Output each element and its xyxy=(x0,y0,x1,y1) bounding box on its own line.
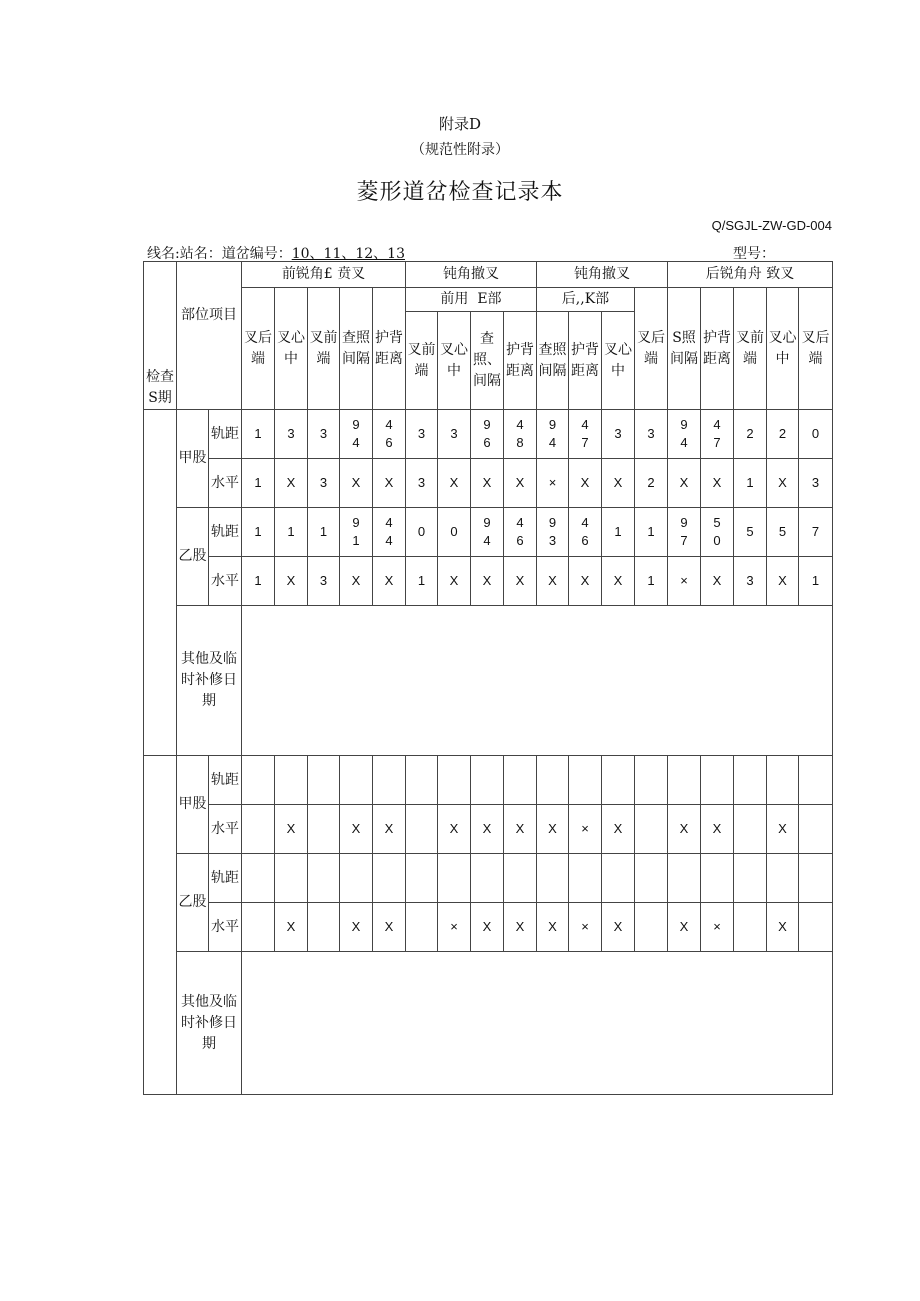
col-header-6: 叉前端 xyxy=(406,312,438,410)
measurement-cell xyxy=(569,756,602,805)
measurement-cell: 9 4 xyxy=(668,410,701,459)
col-header-4: 查照间隔 xyxy=(340,288,373,410)
group-front-acute xyxy=(242,262,406,288)
col-header-10: 查照间隔 xyxy=(537,312,569,410)
measurement-cell: 1 xyxy=(799,557,833,606)
group-rear-acute xyxy=(668,262,833,288)
measurement-cell xyxy=(504,756,537,805)
measurement-cell xyxy=(602,756,635,805)
measurement-cell: X xyxy=(537,903,569,952)
item-label: 轨距 xyxy=(209,854,242,903)
measurement-cell: 0 xyxy=(406,508,438,557)
measurement-cell: 9 4 xyxy=(537,410,569,459)
subgroup-obtuse-front xyxy=(406,288,537,312)
measurement-cell: X xyxy=(471,557,504,606)
measurement-cell xyxy=(734,805,767,854)
col-header-12: 叉心中 xyxy=(602,312,635,410)
measurement-cell: 4 6 xyxy=(569,508,602,557)
measurement-cell: 3 xyxy=(308,459,340,508)
measurement-cell xyxy=(734,854,767,903)
part-item-header xyxy=(177,262,242,410)
col-header-5: 护背距离 xyxy=(373,288,406,410)
measurement-cell: X xyxy=(668,459,701,508)
measurement-cell: 1 xyxy=(242,459,275,508)
measurement-cell: 0 xyxy=(799,410,833,459)
measurement-cell: X xyxy=(767,459,799,508)
measurement-cell: X xyxy=(602,459,635,508)
side-label: 甲股 xyxy=(177,756,209,854)
date-cell xyxy=(144,756,177,1095)
col-header-17: 叉心中 xyxy=(767,288,799,410)
measurement-cell: × xyxy=(701,903,734,952)
line-station-text: 线名:站名：道岔编号： xyxy=(147,246,292,262)
measurement-cell: 1 xyxy=(734,459,767,508)
side-label: 甲股 xyxy=(177,410,209,508)
other-repair-label: 其他及临时补修日期 xyxy=(177,952,242,1095)
col-header-2: 叉心中 xyxy=(275,288,308,410)
measurement-cell xyxy=(340,854,373,903)
measurement-cell: × xyxy=(537,459,569,508)
measurement-cell: X xyxy=(701,459,734,508)
switch-numbers: 10、11、12、13 xyxy=(291,246,405,262)
measurement-cell xyxy=(635,805,668,854)
group-front-acute-b: 贲叉 xyxy=(337,266,366,282)
subgroup-obtuse-rear-b: K部 xyxy=(584,291,610,307)
measurement-cell xyxy=(373,756,406,805)
measurement-cell: 7 xyxy=(799,508,833,557)
measurement-cell: 3 xyxy=(799,459,833,508)
measurement-cell: X xyxy=(504,805,537,854)
measurement-cell: X xyxy=(569,459,602,508)
measurement-cell: 1 xyxy=(242,508,275,557)
measurement-cell: 9 1 xyxy=(340,508,373,557)
measurement-cell xyxy=(242,903,275,952)
measurement-cell xyxy=(799,756,833,805)
measurement-cell: X xyxy=(438,805,471,854)
measurement-cell xyxy=(799,805,833,854)
measurement-cell xyxy=(701,756,734,805)
measurement-cell: X xyxy=(701,557,734,606)
measurement-cell: 1 xyxy=(635,557,668,606)
measurement-cell xyxy=(635,903,668,952)
measurement-cell: X xyxy=(668,903,701,952)
measurement-cell: 5 0 xyxy=(701,508,734,557)
measurement-cell: 3 xyxy=(602,410,635,459)
measurement-cell: 4 6 xyxy=(373,410,406,459)
appendix-type: （规范性附录） xyxy=(411,142,509,158)
measurement-cell xyxy=(504,854,537,903)
group-obtuse-rear: 钝角撤叉 xyxy=(537,262,668,288)
measurement-cell: 4 6 xyxy=(504,508,537,557)
measurement-cell: × xyxy=(438,903,471,952)
measurement-cell xyxy=(438,756,471,805)
measurement-cell: 3 xyxy=(406,410,438,459)
check-date-label: 检查S期 xyxy=(146,369,174,406)
measurement-cell: X xyxy=(471,903,504,952)
measurement-cell: X xyxy=(373,805,406,854)
measurement-cell: 2 xyxy=(767,410,799,459)
date-cell xyxy=(144,410,177,756)
col-header-18: 叉后端 xyxy=(799,288,833,410)
measurement-cell xyxy=(438,854,471,903)
subgroup-obtuse-front-a: 前用 xyxy=(440,291,469,307)
measurement-cell: X xyxy=(569,557,602,606)
measurement-cell: 4 7 xyxy=(569,410,602,459)
measurement-cell: X xyxy=(602,805,635,854)
measurement-cell: 9 4 xyxy=(471,508,504,557)
measurement-cell: X xyxy=(471,459,504,508)
measurement-cell: 3 xyxy=(438,410,471,459)
measurement-cell: 1 xyxy=(242,410,275,459)
measurement-cell xyxy=(635,756,668,805)
measurement-cell: 2 xyxy=(734,410,767,459)
measurement-cell xyxy=(406,805,438,854)
measurement-cell: X xyxy=(275,557,308,606)
measurement-cell xyxy=(308,854,340,903)
measurement-cell: 5 xyxy=(734,508,767,557)
measurement-cell: 5 xyxy=(767,508,799,557)
measurement-cell: X xyxy=(767,805,799,854)
measurement-cell xyxy=(275,854,308,903)
measurement-cell: X xyxy=(275,805,308,854)
measurement-cell: X xyxy=(668,805,701,854)
col-header-13: 叉后端 xyxy=(635,288,668,410)
measurement-cell: 2 xyxy=(635,459,668,508)
measurement-cell xyxy=(734,903,767,952)
measurement-cell xyxy=(308,756,340,805)
col-header-14: S照间隔 xyxy=(668,288,701,410)
measurement-cell: X xyxy=(471,805,504,854)
measurement-cell: X xyxy=(340,903,373,952)
measurement-cell: 3 xyxy=(734,557,767,606)
measurement-cell: X xyxy=(537,805,569,854)
measurement-cell: 1 xyxy=(602,508,635,557)
item-label: 水平 xyxy=(209,459,242,508)
measurement-cell xyxy=(668,854,701,903)
measurement-cell: X xyxy=(504,557,537,606)
other-repair-label: 其他及临时补修日期 xyxy=(177,606,242,756)
measurement-cell: × xyxy=(569,805,602,854)
measurement-cell: 1 xyxy=(275,508,308,557)
measurement-cell: 4 7 xyxy=(701,410,734,459)
measurement-cell: 1 xyxy=(308,508,340,557)
measurement-cell: X xyxy=(438,557,471,606)
col-header-1: 叉后端 xyxy=(242,288,275,410)
inspection-table xyxy=(143,261,833,1095)
measurement-cell: X xyxy=(438,459,471,508)
measurement-cell: 0 xyxy=(438,508,471,557)
group-obtuse-front: 钝角撤叉 xyxy=(406,262,537,288)
measurement-cell xyxy=(602,854,635,903)
measurement-cell: × xyxy=(668,557,701,606)
col-header-3: 叉前端 xyxy=(308,288,340,410)
measurement-cell: 3 xyxy=(635,410,668,459)
item-label: 水平 xyxy=(209,903,242,952)
measurement-cell xyxy=(242,854,275,903)
measurement-cell xyxy=(308,805,340,854)
measurement-cell: X xyxy=(504,459,537,508)
measurement-cell xyxy=(767,854,799,903)
measurement-cell: X xyxy=(275,459,308,508)
measurement-cell: 9 7 xyxy=(668,508,701,557)
measurement-cell xyxy=(668,756,701,805)
document-title: 菱形道岔检查记录本 xyxy=(356,180,564,205)
measurement-cell: X xyxy=(340,459,373,508)
item-label: 水平 xyxy=(209,557,242,606)
measurement-cell xyxy=(569,854,602,903)
measurement-cell: 1 xyxy=(406,557,438,606)
col-header-11: 护背距离 xyxy=(569,312,602,410)
model-label: 型号： xyxy=(733,246,775,262)
other-repair-content xyxy=(242,952,833,1095)
measurement-cell xyxy=(275,756,308,805)
measurement-cell: X xyxy=(373,903,406,952)
col-header-7: 叉心中 xyxy=(438,312,471,410)
item-label: 轨距 xyxy=(209,410,242,459)
document-code: Q/SGJL-ZW-GD-004 xyxy=(711,218,832,233)
measurement-cell xyxy=(734,756,767,805)
col-header-8: 查照、间隔 xyxy=(471,312,504,410)
measurement-cell: 1 xyxy=(242,557,275,606)
measurement-cell: X xyxy=(275,903,308,952)
measurement-cell xyxy=(799,903,833,952)
measurement-cell: × xyxy=(569,903,602,952)
col-header-9: 护背距离 xyxy=(504,312,537,410)
measurement-cell xyxy=(537,756,569,805)
measurement-cell: 4 4 xyxy=(373,508,406,557)
measurement-cell: X xyxy=(537,557,569,606)
measurement-cell: X xyxy=(373,459,406,508)
group-rear-acute-a: 后锐角舟 xyxy=(705,266,762,282)
item-label: 轨距 xyxy=(209,508,242,557)
group-rear-acute-b: 致叉 xyxy=(766,266,795,282)
measurement-cell xyxy=(406,756,438,805)
measurement-cell: X xyxy=(767,557,799,606)
measurement-cell: X xyxy=(373,557,406,606)
measurement-cell xyxy=(635,854,668,903)
measurement-cell: 4 8 xyxy=(504,410,537,459)
appendix-label: 附录D xyxy=(438,115,482,133)
measurement-cell: X xyxy=(602,557,635,606)
line-station-label xyxy=(147,243,405,263)
group-front-acute-a: 前锐角£ xyxy=(281,266,333,282)
measurement-cell: 1 xyxy=(635,508,668,557)
measurement-cell xyxy=(471,854,504,903)
col-header-15: 护背距离 xyxy=(701,288,734,410)
subgroup-obtuse-rear xyxy=(537,288,635,312)
measurement-cell xyxy=(767,756,799,805)
measurement-cell xyxy=(406,903,438,952)
measurement-cell xyxy=(537,854,569,903)
col-header-16: 叉前端 xyxy=(734,288,767,410)
measurement-cell xyxy=(406,854,438,903)
measurement-cell: 9 3 xyxy=(537,508,569,557)
measurement-cell: 3 xyxy=(308,410,340,459)
measurement-cell xyxy=(242,805,275,854)
other-repair-content xyxy=(242,606,833,756)
subgroup-obtuse-rear-a: 后,, xyxy=(561,291,585,307)
measurement-cell: X xyxy=(701,805,734,854)
part-item-label: 部位项目 xyxy=(181,307,237,323)
measurement-cell xyxy=(373,854,406,903)
side-label: 乙股 xyxy=(177,508,209,606)
measurement-cell xyxy=(471,756,504,805)
side-label: 乙股 xyxy=(177,854,209,952)
measurement-cell: 3 xyxy=(406,459,438,508)
measurement-cell xyxy=(242,756,275,805)
measurement-cell: 3 xyxy=(308,557,340,606)
measurement-cell: X xyxy=(340,805,373,854)
check-date-header xyxy=(144,262,177,410)
item-label: 轨距 xyxy=(209,756,242,805)
measurement-cell: X xyxy=(504,903,537,952)
measurement-cell: X xyxy=(340,557,373,606)
measurement-cell: X xyxy=(767,903,799,952)
measurement-cell: 9 6 xyxy=(471,410,504,459)
measurement-cell xyxy=(308,903,340,952)
item-label: 水平 xyxy=(209,805,242,854)
measurement-cell xyxy=(340,756,373,805)
measurement-cell: X xyxy=(602,903,635,952)
measurement-cell xyxy=(701,854,734,903)
subgroup-obtuse-front-b: E部 xyxy=(477,291,502,307)
measurement-cell: 3 xyxy=(275,410,308,459)
measurement-cell xyxy=(799,854,833,903)
measurement-cell: 9 4 xyxy=(340,410,373,459)
